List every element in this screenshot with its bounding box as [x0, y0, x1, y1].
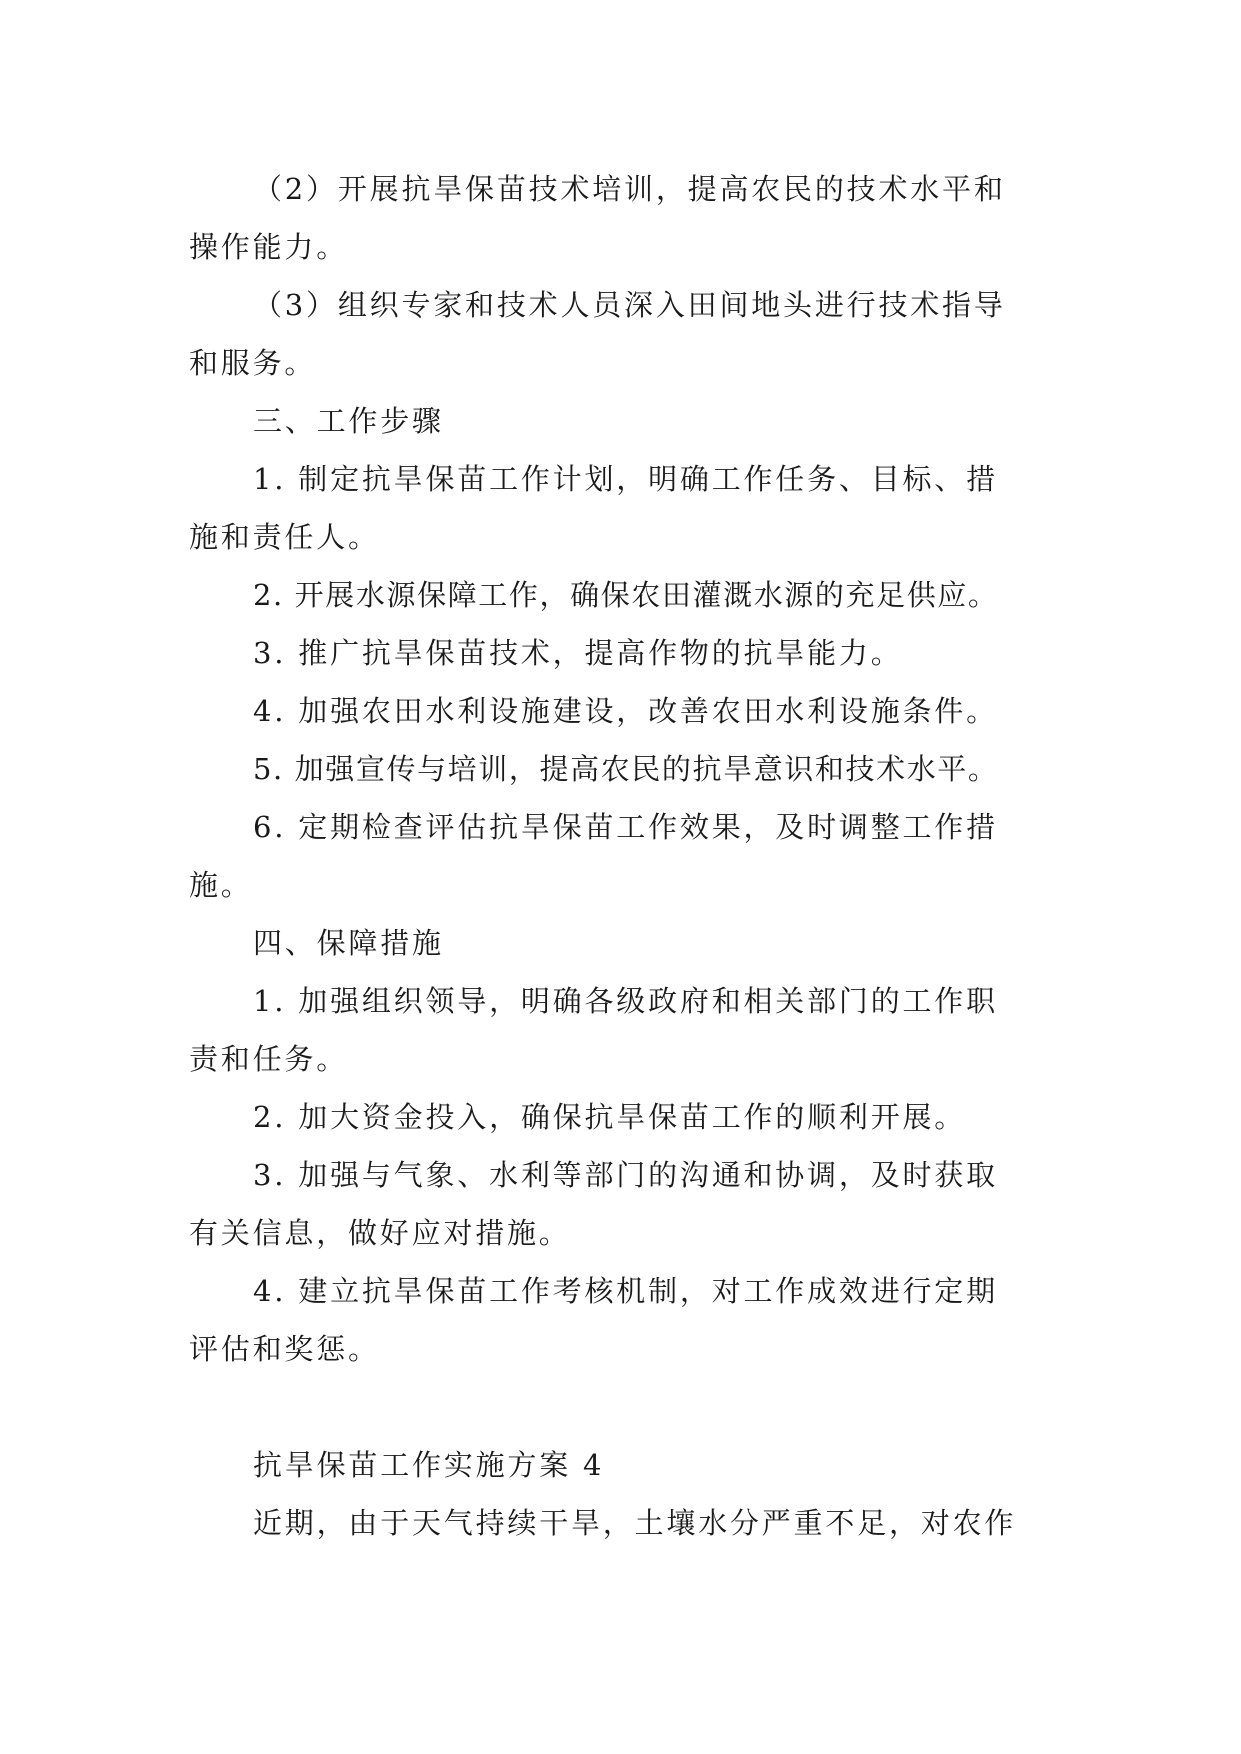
paragraph-line: 6. 定期检查评估抗旱保苗工作效果，及时调整工作措	[253, 810, 998, 844]
paragraph-line: 责和任务。	[189, 1042, 349, 1076]
section-heading: 四、保障措施	[253, 926, 444, 960]
paragraph-line: 施和责任人。	[189, 520, 380, 554]
paragraph-line: 4. 加强农田水利设施建设，改善农田水利设施条件。	[253, 694, 998, 728]
document-title: 抗旱保苗工作实施方案 4	[253, 1448, 605, 1482]
paragraph-line: 1. 加强组织领导，明确各级政府和相关部门的工作职	[253, 984, 998, 1018]
paragraph-line: 1. 制定抗旱保苗工作计划，明确工作任务、目标、措	[253, 462, 998, 496]
paragraph-line: 和服务。	[189, 346, 317, 380]
paragraph-line: 3. 加强与气象、水利等部门的沟通和协调，及时获取	[253, 1158, 998, 1192]
paragraph-line: 操作能力。	[189, 230, 349, 264]
paragraph-line: （3）组织专家和技术人员深入田间地头进行技术指导	[253, 288, 1006, 322]
document-body	[189, 160, 1055, 1552]
paragraph-line: 2. 开展水源保障工作，确保农田灌溉水源的充足供应。	[253, 578, 999, 612]
paragraph-line: 有关信息，做好应对措施。	[189, 1216, 571, 1250]
paragraph-line: 4. 建立抗旱保苗工作考核机制，对工作成效进行定期	[253, 1274, 998, 1308]
blank-line	[189, 1378, 1055, 1436]
paragraph-line: 5. 加强宣传与培训，提高农民的抗旱意识和技术水平。	[253, 752, 999, 786]
paragraph-line: 近期，由于天气持续干旱，土壤水分严重不足，对农作	[253, 1506, 1017, 1540]
paragraph-line: 施。	[189, 868, 253, 902]
paragraph-line: （2）开展抗旱保苗技术培训，提高农民的技术水平和	[253, 172, 1006, 206]
paragraph-line: 2. 加大资金投入，确保抗旱保苗工作的顺利开展。	[253, 1100, 967, 1134]
paragraph-line: 3. 推广抗旱保苗技术，提高作物的抗旱能力。	[253, 636, 903, 670]
section-heading: 三、工作步骤	[253, 404, 444, 438]
paragraph-line: 评估和奖惩。	[189, 1332, 380, 1366]
